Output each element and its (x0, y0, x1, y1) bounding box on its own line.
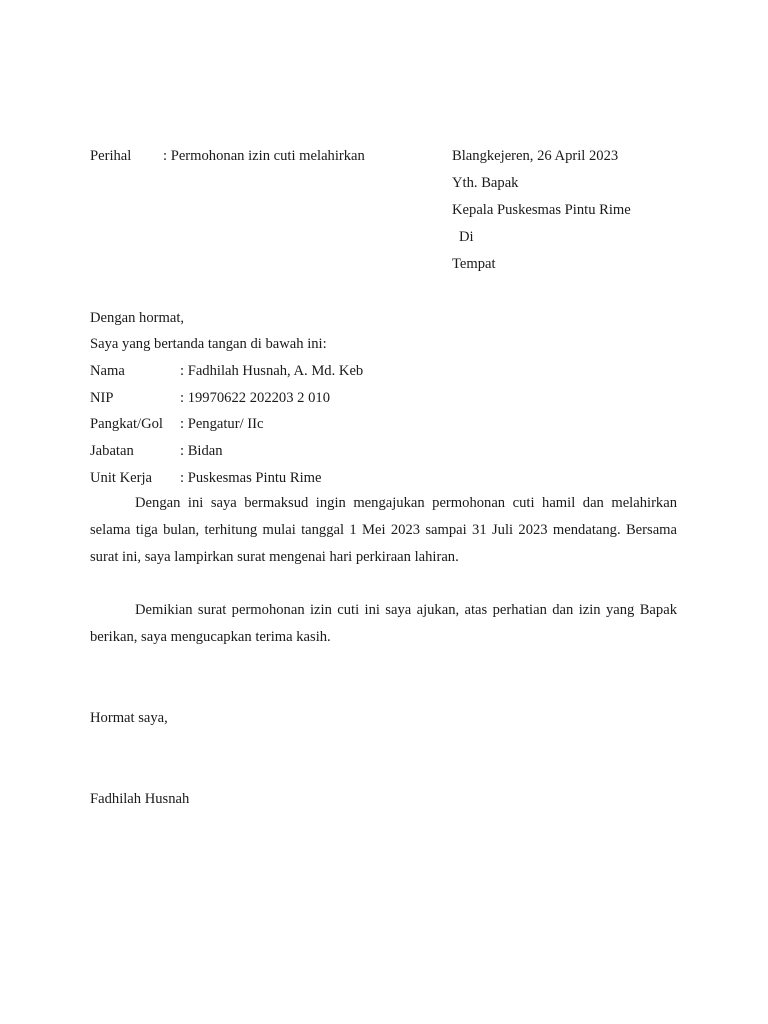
place-date: Blangkejeren, 26 April 2023 (452, 148, 619, 164)
subject-value: : Permohonan izin cuti melahirkan (163, 148, 365, 164)
field-label-jabatan: Jabatan (90, 443, 134, 459)
salutation: Dengan hormat, (90, 310, 185, 326)
recipient-line-4: Tempat (452, 256, 496, 272)
body-paragraph-1-text: Dengan ini saya bermaksud ingin mengajukan permohonan cuti hamil dan melahirkan selama tiga bulan, terhitung mulai tanggal 1 Mei 2023 sampai 31 Juli 2023 mendatang. Bersama surat ini, saya lampirkan surat mengenai hari perkiraan lahiran. (90, 495, 677, 565)
field-value-jabatan: : Bidan (180, 443, 223, 459)
body-paragraph-1 (90, 490, 677, 571)
intro-text: Saya yang bertanda tangan di bawah ini: (90, 336, 327, 352)
field-label-unit-kerja: Unit Kerja (90, 470, 153, 486)
field-value-nama: : Fadhilah Husnah, A. Md. Keb (180, 363, 364, 379)
body-paragraph-2 (90, 597, 677, 651)
closing-regards: Hormat saya, (90, 710, 168, 726)
field-label-pangkat: Pangkat/Gol (90, 416, 163, 432)
field-value-nip: : 19970622 202203 2 010 (180, 390, 330, 406)
body-paragraph-2-text: Demikian surat permohonan izin cuti ini saya ajukan, atas perhatian dan izin yang Bapak berikan, saya mengucapkan terima kasih. (90, 602, 677, 645)
recipient-line-1: Yth. Bapak (452, 175, 519, 191)
signer-name: Fadhilah Husnah (90, 791, 190, 807)
subject-label: Perihal (90, 148, 132, 164)
recipient-line-3: Di (459, 229, 474, 245)
field-label-nama: Nama (90, 363, 125, 379)
field-value-pangkat: : Pengatur/ IIc (180, 416, 264, 432)
recipient-line-2: Kepala Puskesmas Pintu Rime (452, 202, 631, 218)
field-value-unit-kerja: : Puskesmas Pintu Rime (180, 470, 322, 486)
field-label-nip: NIP (90, 390, 114, 406)
